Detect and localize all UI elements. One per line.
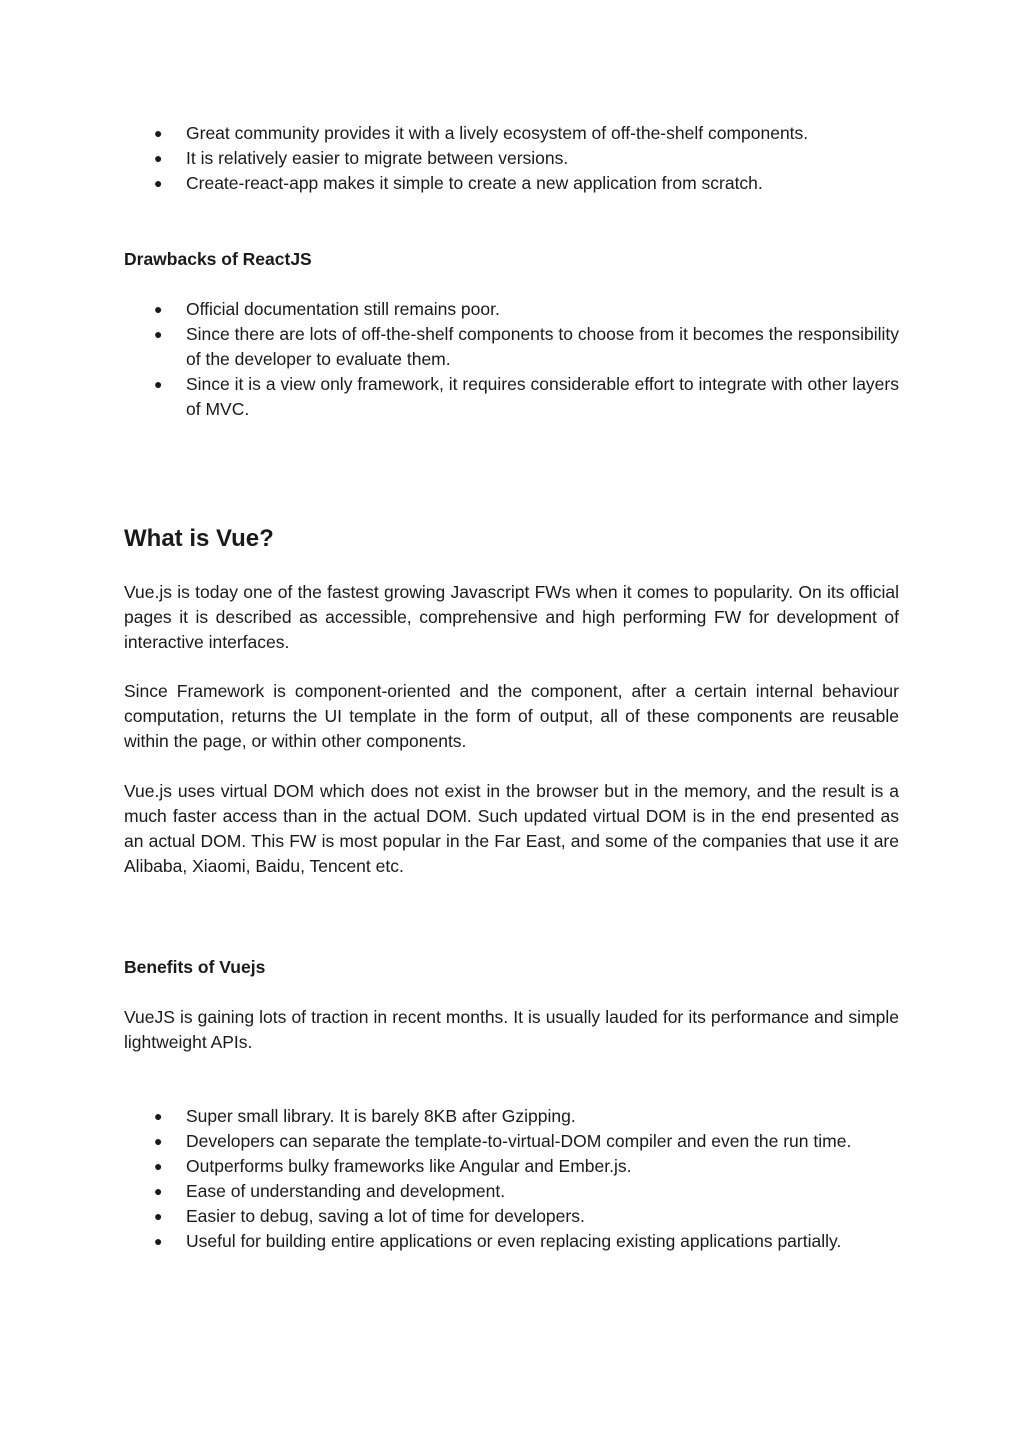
list-item: ● Since there are lots of off-the-shelf components to choose from it becomes the responsibility of the developer to evaluate them. [124, 322, 899, 372]
list-item: ● Super small library. It is barely 8KB after Gzipping. [124, 1104, 899, 1129]
vue-benefits-list [124, 1104, 899, 1254]
list-item: ● Great community provides it with a lively ecosystem of off-the-shelf components. [124, 121, 899, 146]
list-item: ● It is relatively easier to migrate between versions. [124, 146, 899, 171]
section-heading-react-drawbacks: Drawbacks of ReactJS [124, 249, 312, 269]
list-item: ● Official documentation still remains poor. [124, 297, 899, 322]
paragraph: Vue.js is today one of the fastest growing Javascript FWs when it comes to popularity. On its official pages it is described as accessible, comprehensive and high performing FW for development of interactive interfaces. [124, 582, 899, 652]
section-heading-what-is-vue: What is Vue? [124, 525, 274, 552]
list-item: ● Ease of understanding and development. [124, 1179, 899, 1204]
list-item: ● Useful for building entire applications or even replacing existing applications partially. [124, 1229, 899, 1254]
react-benefits-list [124, 121, 899, 196]
paragraph: VueJS is gaining lots of traction in recent months. It is usually lauded for its performance and simple lightweight APIs. [124, 1007, 899, 1052]
list-item: ● Easier to debug, saving a lot of time for developers. [124, 1204, 899, 1229]
paragraph: Since Framework is component-oriented and the component, after a certain internal behaviour computation, returns the UI template in the form of output, all of these components are reusable within the page, or within other components. [124, 681, 899, 751]
paragraph: Vue.js uses virtual DOM which does not exist in the browser but in the memory, and the result is a much faster access than in the actual DOM. Such updated virtual DOM is in the end presented as an actual DOM. This FW is most popular in the Far East, and some of the companies that use it are Alibaba, Xiaomi, Baidu, Tencent etc. [124, 781, 899, 876]
list-item: ● Developers can separate the template-to-virtual-DOM compiler and even the run time. [124, 1129, 899, 1154]
list-item: ● Create-react-app makes it simple to create a new application from scratch. [124, 171, 899, 196]
list-item: ● Since it is a view only framework, it requires considerable effort to integrate with other layers of MVC. [124, 372, 899, 422]
react-drawbacks-list [124, 297, 899, 422]
section-heading-vue-benefits: Benefits of Vuejs [124, 957, 266, 977]
list-item: ● Outperforms bulky frameworks like Angular and Ember.js. [124, 1154, 899, 1179]
